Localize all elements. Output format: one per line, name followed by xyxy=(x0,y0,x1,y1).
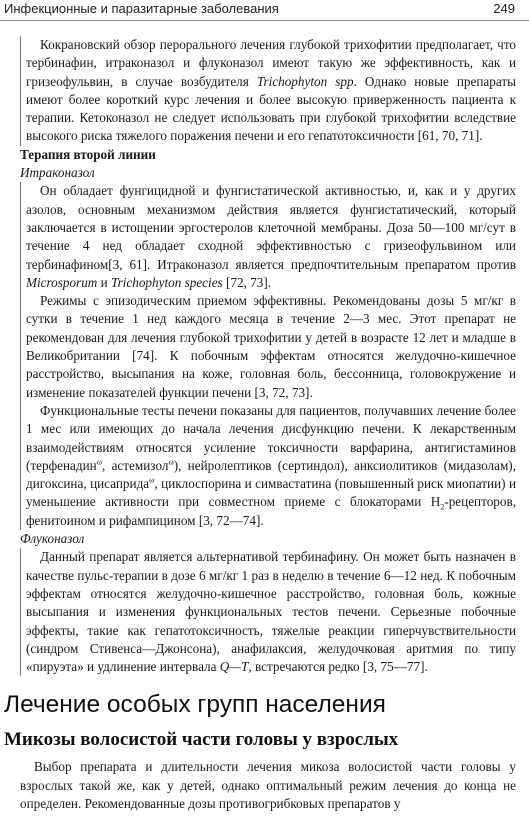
text-run: Функциональные тесты печени показаны для пациентов, получавших лечение более 1 мес или имеющих до начала лечения дисфункцию печени. К лекарственным взаимодействиям относятся усиление токсичности варфарина, антигистаминов (терфенадин xyxy=(26,402,516,473)
subscript: 2 xyxy=(440,503,445,513)
footnote-marker: ω xyxy=(168,457,174,467)
footnote-marker: ω xyxy=(96,457,103,467)
paragraph-adults: Выбор препарата и длительности лечения микоза волосистой части головы у взрослых такой же, как у детей, однако оптимальный режим лечения до конца не определен. Рекомендованные дозы противогрибковых препаратов у xyxy=(20,759,516,811)
running-title: Инфекционные и паразитарные заболевания xyxy=(4,1,279,16)
running-header xyxy=(0,0,529,20)
text-run: [72, 73]. xyxy=(222,274,272,290)
section-heading: Лечение особых групп населения xyxy=(4,691,386,719)
text-run: и xyxy=(97,274,111,290)
text-run: . Однако новые препараты имеют более короткий курс лечения и более высокую приверженность пациента к терапии. Кетоконазол не следует использовать при глубокой трихофитии вследствие высокого риска тяжелого поражения печени и его гепатотоксичности [61, 70, 71]. xyxy=(26,73,517,144)
page-number: 249 xyxy=(493,1,515,16)
paragraph-episodic-regimen: Режимы с эпизодическим приемом эффективны. Рекомендованы дозы 5 мг/кг в сутки в течение 1 нед каждого месяца в течение 2—3 мес. Этот препарат не рекомендован для лечения глубокой трихофитии у детей в возрасте 12 лет и младше в Великобритании [74]. К побочным эффектам относятся желудочно-кишечное расстройство, высыпания на коже, головная боль, бессонница, головокружение и изменение показателей функции печени [3, 72, 73]. xyxy=(20,292,516,402)
fluconazole-heading: Флуконазол xyxy=(20,531,85,547)
paragraph-fluconazole xyxy=(20,548,516,676)
itraconazole-heading: Итраконазол xyxy=(20,165,95,181)
second-line-heading: Терапия второй линии xyxy=(20,146,156,162)
paragraph-itraconazole xyxy=(20,182,516,292)
species-name: Trichophyton spp xyxy=(256,73,354,89)
species-name: Trichophyton species xyxy=(110,274,223,290)
subsection-heading: Микозы волосистой части головы у взрослых xyxy=(4,729,399,751)
text-run: , встречаются редко [3, 75—77]. xyxy=(248,659,428,675)
paragraph-cochrane-review xyxy=(20,36,516,146)
text-run: , астемизол xyxy=(102,457,169,473)
text-run: , циклоспорина и симвастатина (повышенный риск миопатии) и уменьшение активности при совместном приеме с блокаторами H xyxy=(26,476,517,510)
interval-name: Q—T xyxy=(219,659,249,675)
text-run: Он обладает фунгицидной и фунгистатической активностью, и, как и у других азолов, основным механизмом действия является фунгистатический, который заключается в истощении эргостеролов клеточной мембраны. Доза 50—100 мг/сут в течение 4 нед обладает сходной эффективностью с гризеофульвином или тербинафином[3, 61]. Итраконазол является предпочтительным препаратом против xyxy=(26,183,516,272)
text-run: -рецепторов, фенитоином и рифампицином [3, 72—74]. xyxy=(26,494,516,528)
page-body xyxy=(4,36,517,813)
text-run: Кокрановский обзор перорального лечения глубокой трихофитии предполагает, что тербинафин, итраконазол и флуконазол имеют такую же эффективность, как и гризеофульвин, в случае возбудителя xyxy=(26,37,516,89)
paragraph-liver-tests xyxy=(20,402,516,530)
species-name: Microsporum xyxy=(26,274,98,290)
header-rule xyxy=(0,20,529,21)
text-run: Данный препарат является альтернативой тербинафину. Он может быть назначен в качестве пульс-терапии в дозе 6 мг/кг 1 раз в неделю в течение 6—12 нед. К побочным эффектам относятся желудочно-кишечное расстройство, головная боль, кожные высыпания и изменения функциональных тестов печени. Серьезные побочные эффекты, такие как гепатотоксичность, тяжелые реакции гиперчувствительности (синдром Стивенса—Джонсона), анафилаксия, желудочковая аритмия по типу «пируэта» и удлинение интервала xyxy=(26,549,516,675)
footnote-marker: ω xyxy=(149,475,155,485)
text-run: ), нейролептиков (сертиндол), анксиолитиков (мидазолам), дигоксина, цисаприда xyxy=(26,457,516,492)
